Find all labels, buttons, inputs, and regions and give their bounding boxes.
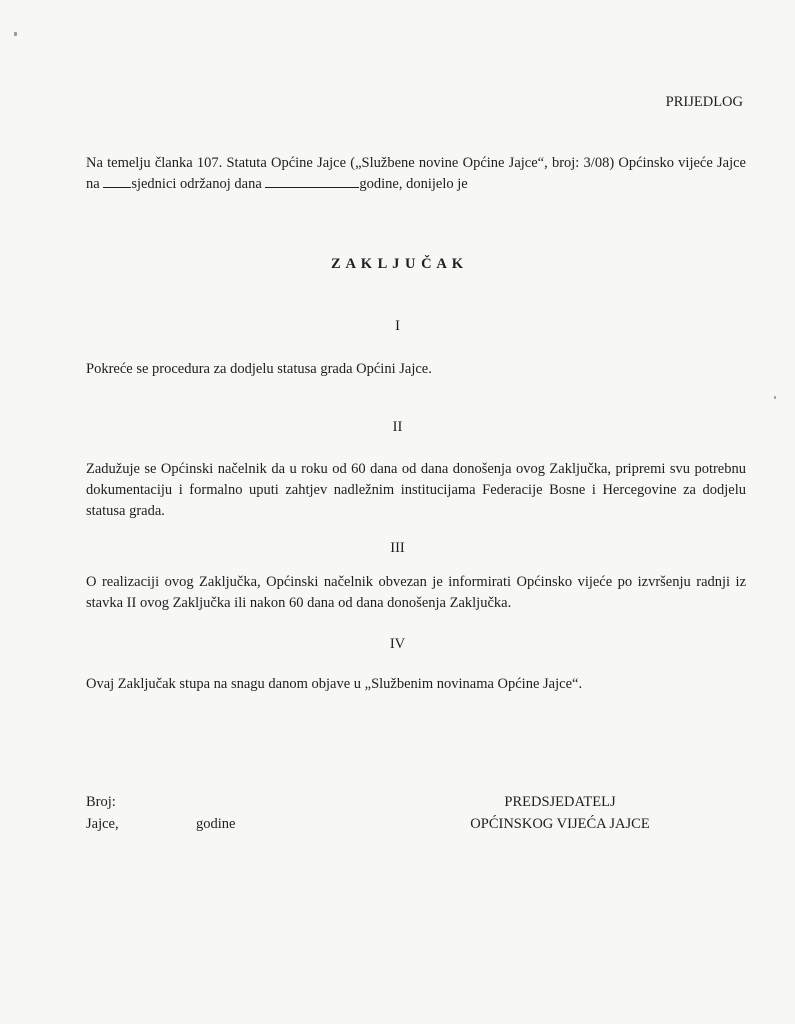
section-numeral: II: [392, 419, 403, 435]
intro-text-part3: godine, donijelo je: [359, 176, 468, 192]
section-text: Ovaj Zaključak stupa na snagu danom objave u „Službenim novinama Općine Jajce“.: [86, 676, 583, 692]
section-numeral: I: [395, 318, 400, 334]
intro-text-part2: sjednici održanoj dana: [131, 176, 266, 192]
year-label: godine: [196, 816, 236, 832]
place-label: Jajce,: [86, 816, 119, 832]
scan-speck: [14, 32, 17, 36]
number-label: Broj:: [86, 794, 116, 810]
signatory-body: OPĆINSKOG VIJEĆA JAJCE: [470, 816, 650, 832]
section-text: O realizaciji ovog Zaključka, Općinski načelnik obvezan je informirati Općinsko vijeće po izvršenju radnji iz stavka II ovog Zaključka ili nakon 60 dana od dana donošenja Zaključka.: [86, 574, 746, 611]
intro-paragraph: [86, 153, 746, 195]
section-text: Pokreće se procedura za dodjelu statusa grada Općini Jajce.: [86, 361, 432, 377]
session-date-blank: [265, 175, 359, 188]
intro-text-part1: Na temelju članka 107. Statuta Općine Jajce („Službene novine Općine Jajce“, broj: 3/08) Općinsko vijeće Jajce na: [86, 155, 746, 192]
section-text: Zadužuje se Općinski načelnik da u roku od 60 dana od dana donošenja ovog Zaključka, pripremi svu potrebnu dokumentaciju i formalno uputi zahtjev nadležnim institucijama Federacije Bosne i Hercegovine za dodjelu statusa grada.: [86, 461, 746, 519]
scan-speck: [774, 396, 776, 399]
section-numeral: III: [390, 540, 405, 556]
document-title: Z A K L J U Č A K: [330, 256, 465, 272]
proposal-label: PRIJEDLOG: [665, 94, 743, 110]
session-number-blank: [103, 175, 131, 188]
section-numeral: IV: [389, 636, 406, 652]
signatory-title: PREDSJEDATELJ: [504, 794, 616, 810]
